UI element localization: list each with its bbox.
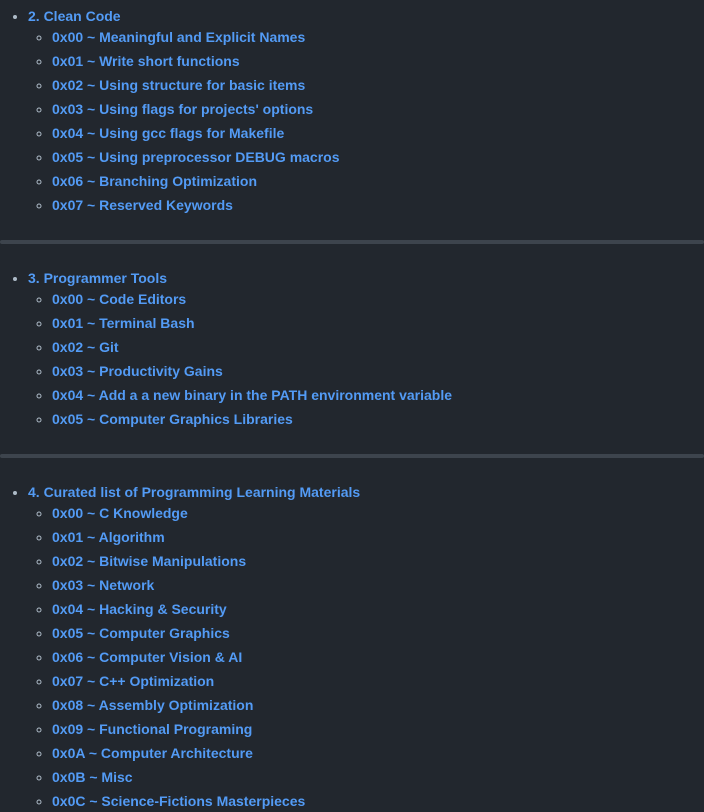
toc-subitem-link[interactable]: 0x06 ~ Branching Optimization	[52, 173, 257, 189]
toc-subitem	[52, 195, 704, 216]
toc-subitem	[52, 623, 704, 644]
toc-subitem	[52, 551, 704, 572]
toc-subitem	[52, 599, 704, 620]
toc-subsection-list	[28, 503, 704, 812]
toc-subitem	[52, 695, 704, 716]
toc-subitem-link[interactable]: 0x0A ~ Computer Architecture	[52, 745, 253, 761]
toc-subitem-link[interactable]: 0x00 ~ Code Editors	[52, 291, 187, 307]
toc-subitem	[52, 361, 704, 382]
toc-subitem	[52, 385, 704, 406]
toc-subitem-link[interactable]: 0x05 ~ Using preprocessor DEBUG macros	[52, 149, 340, 165]
toc-subitem-link[interactable]: 0x02 ~ Bitwise Manipulations	[52, 553, 247, 569]
toc-subitem	[52, 337, 704, 358]
toc-subitem	[52, 719, 704, 740]
toc-subitem-link[interactable]: 0x07 ~ Reserved Keywords	[52, 197, 233, 213]
toc-section	[0, 6, 704, 216]
section-divider	[0, 240, 704, 244]
toc-subitem	[52, 791, 704, 812]
toc-subitem-link[interactable]: 0x01 ~ Terminal Bash	[52, 315, 195, 331]
toc-subitem-link[interactable]: 0x04 ~ Add a a new binary in the PATH environment variable	[52, 387, 453, 403]
toc-subitem	[52, 51, 704, 72]
toc-subitem-link[interactable]: 0x04 ~ Using gcc flags for Makefile	[52, 125, 285, 141]
toc-section-link[interactable]: 3. Programmer Tools	[28, 270, 168, 286]
toc-subitem-link[interactable]: 0x01 ~ Algorithm	[52, 529, 165, 545]
toc-subitem-link[interactable]: 0x07 ~ C++ Optimization	[52, 673, 215, 689]
toc-subitem	[52, 409, 704, 430]
toc-subitem	[52, 123, 704, 144]
toc-subitem-link[interactable]: 0x0B ~ Misc	[52, 769, 133, 785]
toc-subitem	[52, 503, 704, 524]
toc-subitem	[52, 313, 704, 334]
toc-subitem-link[interactable]: 0x08 ~ Assembly Optimization	[52, 697, 254, 713]
toc-subitem	[52, 289, 704, 310]
toc-subsection-list	[28, 27, 704, 216]
toc-subitem-link[interactable]: 0x05 ~ Computer Graphics Libraries	[52, 411, 293, 427]
toc-subitem-link[interactable]: 0x05 ~ Computer Graphics	[52, 625, 230, 641]
toc-subsection-list	[28, 289, 704, 430]
toc-section	[0, 268, 704, 430]
toc-subitem	[52, 147, 704, 168]
toc-subitem	[52, 575, 704, 596]
toc-section	[0, 482, 704, 812]
toc-section-item	[28, 268, 704, 430]
toc-subitem-link[interactable]: 0x03 ~ Network	[52, 577, 155, 593]
toc-section-item	[28, 6, 704, 216]
toc-subitem-link[interactable]: 0x03 ~ Productivity Gains	[52, 363, 223, 379]
section-divider	[0, 454, 704, 458]
toc-subitem	[52, 767, 704, 788]
toc-subitem	[52, 671, 704, 692]
toc-section-link[interactable]: 2. Clean Code	[28, 8, 121, 24]
toc-section-item	[28, 482, 704, 812]
toc-subitem	[52, 75, 704, 96]
toc-subitem-link[interactable]: 0x04 ~ Hacking & Security	[52, 601, 227, 617]
toc-subitem	[52, 27, 704, 48]
toc-subitem-link[interactable]: 0x0C ~ Science-Fictions Masterpieces	[52, 793, 306, 809]
toc-subitem	[52, 527, 704, 548]
toc-subitem-link[interactable]: 0x06 ~ Computer Vision & AI	[52, 649, 243, 665]
toc-subitem-link[interactable]: 0x00 ~ Meaningful and Explicit Names	[52, 29, 306, 45]
toc-subitem-link[interactable]: 0x03 ~ Using flags for projects' options	[52, 101, 314, 117]
toc-subitem-link[interactable]: 0x01 ~ Write short functions	[52, 53, 240, 69]
toc-subitem	[52, 647, 704, 668]
toc-subitem-link[interactable]: 0x02 ~ Git	[52, 339, 119, 355]
toc-subitem-link[interactable]: 0x02 ~ Using structure for basic items	[52, 77, 306, 93]
toc-section-link[interactable]: 4. Curated list of Programming Learning Materials	[28, 484, 361, 500]
toc-subitem-link[interactable]: 0x00 ~ C Knowledge	[52, 505, 188, 521]
toc-subitem	[52, 99, 704, 120]
toc-subitem	[52, 171, 704, 192]
toc-subitem	[52, 743, 704, 764]
toc-container	[0, 6, 704, 812]
toc-subitem-link[interactable]: 0x09 ~ Functional Programing	[52, 721, 253, 737]
